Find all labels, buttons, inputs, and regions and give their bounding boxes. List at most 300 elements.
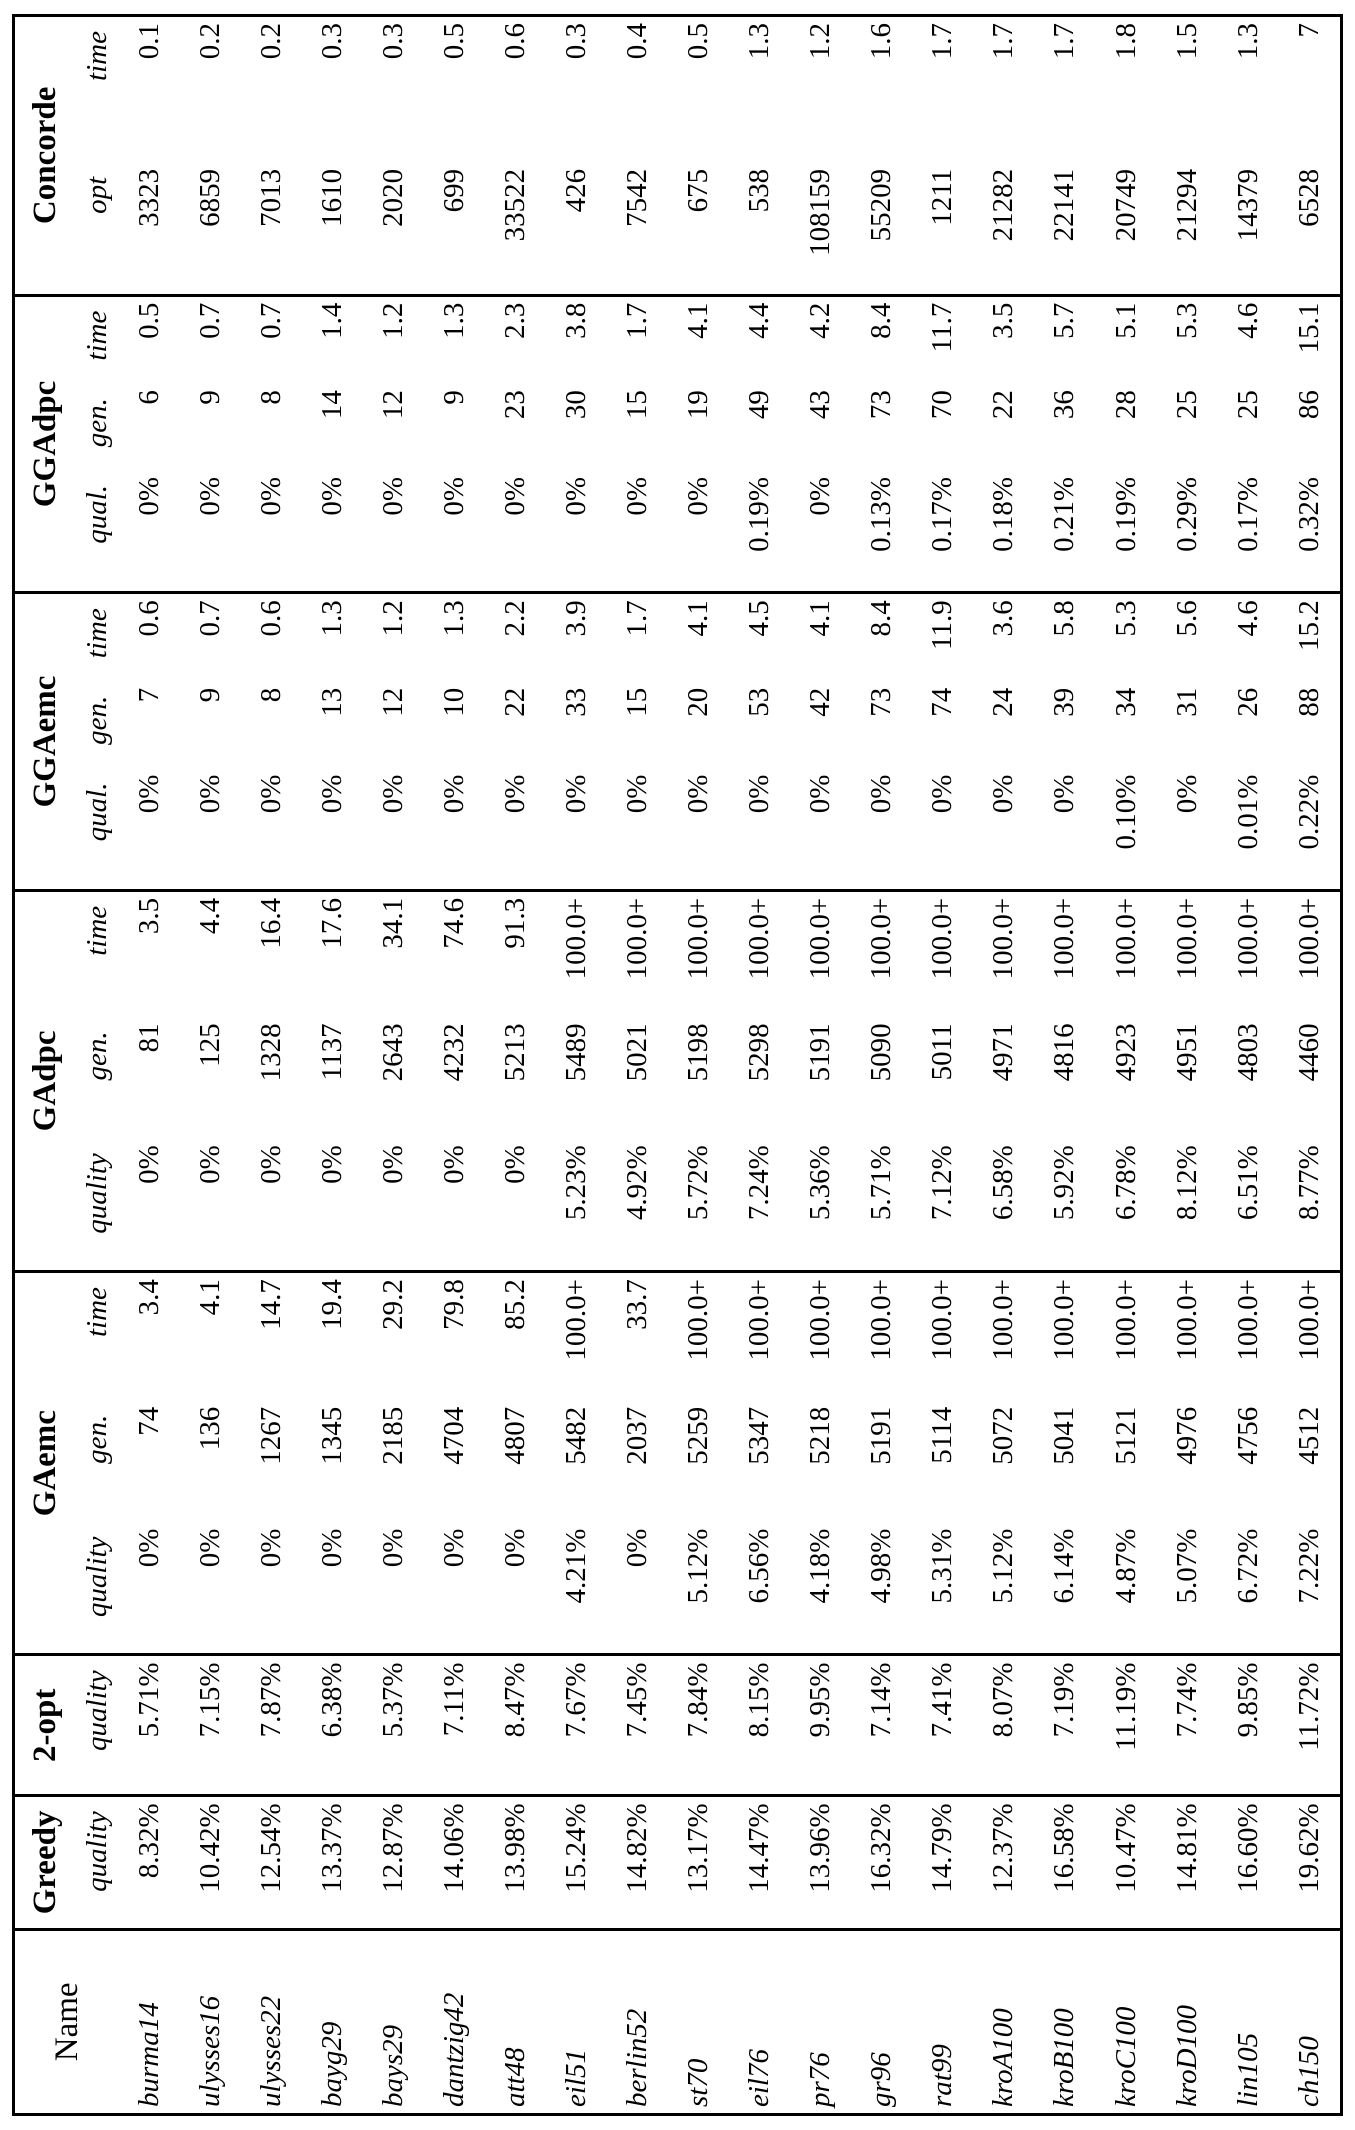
cell-ggaemc-time: 2.2 <box>499 600 532 637</box>
cell-ggaemc-gen: 9 <box>194 687 227 703</box>
cell-gadpc-time: 100.0+ <box>1279 890 1342 1017</box>
cell-gadpc-quality: 5.92% <box>1034 1139 1095 1271</box>
subheader-gadpc-gen: gen. <box>80 1031 113 1081</box>
subheader-ggaemc-time: time <box>80 608 113 659</box>
cell-ggaemc-gen: 53 <box>743 687 776 717</box>
cell-concorde-opt: 7542 <box>607 163 668 295</box>
cell-ggaemc-time: 0.6 <box>255 600 288 637</box>
cell-ggadpc-gen: 70 <box>926 390 959 420</box>
cell-gadpc-quality: 6.78% <box>1096 1139 1157 1271</box>
cell-ggaemc-qual: 0% <box>607 769 668 891</box>
cell-greedy-quality: 14.06% <box>424 1796 485 1929</box>
cell-2opt-quality: 8.07% <box>973 1655 1034 1796</box>
cell-concorde-opt: 22141 <box>1034 163 1095 295</box>
cell-concorde-opt: 2020 <box>363 163 424 295</box>
cell-gadpc-quality: 0% <box>302 1139 363 1271</box>
subheader-row <box>75 16 119 2115</box>
cell-ggaemc-gen: 33 <box>560 687 593 717</box>
cell-2opt-quality: 7.15% <box>180 1655 241 1796</box>
subheader-concorde-time: time <box>75 16 119 163</box>
cell-ggaemc-gen: 42 <box>804 687 837 717</box>
group-header-greedy: Greedy <box>14 1796 76 1929</box>
cell-ggaemc-qual: 0% <box>912 769 973 891</box>
cell-ggaemc-gen: 15 <box>621 687 654 717</box>
cell-gaemc-quality: 5.31% <box>912 1523 973 1655</box>
group-header-gadpc: GAdpc <box>14 890 76 1271</box>
cell-ggaemc-gen: 34 <box>1109 687 1142 717</box>
cell-gadpc-time: 100.0+ <box>1231 897 1264 980</box>
cell-gadpc-time: 74.6 <box>438 897 471 949</box>
cell-gaemc-gen: 2037 <box>621 1406 654 1465</box>
instance-name: ch150 <box>1279 1929 1342 2114</box>
cell-gadpc-time: 16.4 <box>255 897 288 949</box>
cell-gadpc-gen: 5489 <box>560 1023 593 1082</box>
cell-ggadpc-time: 4.1 <box>682 302 715 339</box>
cell-concorde-time: 1.5 <box>1157 16 1218 163</box>
cell-ggadpc-gen: 25 <box>1170 390 1203 420</box>
table-row <box>912 16 973 2115</box>
cell-2opt-quality: 11.72% <box>1279 1655 1342 1796</box>
table-row <box>119 16 180 2115</box>
cell-gaemc-gen: 4976 <box>1170 1406 1203 1465</box>
table-row <box>485 16 546 2115</box>
cell-gadpc-quality: 5.71% <box>851 1139 912 1271</box>
cell-gadpc-time: 100.0+ <box>560 897 593 980</box>
cell-gadpc-time: 100.0+ <box>926 897 959 980</box>
subheader-concorde-opt: opt <box>75 163 119 295</box>
cell-2opt-quality: 7.67% <box>546 1655 607 1796</box>
cell-gaemc-time: 100.0+ <box>1279 1272 1342 1401</box>
instance-name: kroD100 <box>1157 1929 1218 2114</box>
cell-greedy-quality: 16.60% <box>1218 1796 1279 1929</box>
cell-gaemc-gen: 5259 <box>682 1406 715 1465</box>
cell-ggaemc-gen: 88 <box>1279 682 1342 769</box>
subheader-greedy-quality: quality <box>75 1796 119 1929</box>
cell-2opt-quality: 9.85% <box>1218 1655 1279 1796</box>
cell-concorde-opt: 1610 <box>302 163 363 295</box>
cell-ggaemc-gen: 31 <box>1170 687 1203 717</box>
cell-ggaemc-time: 1.7 <box>621 600 654 637</box>
cell-ggadpc-gen: 30 <box>560 390 593 420</box>
cell-ggaemc-time: 3.6 <box>987 600 1020 637</box>
cell-ggaemc-gen: 39 <box>1048 687 1081 717</box>
cell-ggadpc-time: 11.7 <box>926 302 959 353</box>
cell-ggaemc-gen: 12 <box>377 687 410 717</box>
cell-greedy-quality: 14.81% <box>1157 1796 1218 1929</box>
cell-concorde-opt: 55209 <box>851 163 912 295</box>
table-row <box>668 16 729 2115</box>
cell-gadpc-quality: 6.51% <box>1218 1139 1279 1271</box>
cell-gadpc-gen: 4816 <box>1048 1023 1081 1082</box>
subheader-gaemc-gen: gen. <box>80 1414 113 1464</box>
cell-ggadpc-time: 1.3 <box>438 302 471 339</box>
cell-2opt-quality: 5.71% <box>119 1655 180 1796</box>
cell-ggadpc-qual: 0% <box>546 471 607 593</box>
cell-gadpc-gen: 1328 <box>255 1023 288 1082</box>
subheader-ggadpc-gen: gen. <box>80 398 113 448</box>
cell-gadpc-time: 100.0+ <box>804 897 837 980</box>
cell-gaemc-time: 100.0+ <box>743 1279 776 1361</box>
cell-concorde-opt: 426 <box>546 163 607 295</box>
cell-gaemc-time: 100.0+ <box>1231 1279 1264 1361</box>
cell-ggadpc-gen: 14 <box>316 390 349 420</box>
cell-greedy-quality: 12.37% <box>973 1796 1034 1929</box>
cell-gadpc-time: 100.0+ <box>1170 897 1203 980</box>
cell-ggadpc-qual: 0% <box>180 471 241 593</box>
table-row <box>973 16 1034 2115</box>
cell-gaemc-time: 100.0+ <box>560 1279 593 1361</box>
cell-2opt-quality: 7.84% <box>668 1655 729 1796</box>
cell-ggaemc-time: 0.6 <box>133 600 166 637</box>
cell-gadpc-time: 17.6 <box>316 897 349 949</box>
cell-ggadpc-time: 1.7 <box>621 302 654 339</box>
cell-ggaemc-time: 3.9 <box>560 600 593 637</box>
cell-greedy-quality: 8.32% <box>119 1796 180 1929</box>
cell-ggaemc-time: 15.2 <box>1279 593 1342 682</box>
cell-gaemc-time: 4.1 <box>194 1279 227 1316</box>
subheader-ggaemc-gen: gen. <box>80 695 113 745</box>
cell-gadpc-quality: 0% <box>485 1139 546 1271</box>
cell-ggadpc-time: 3.8 <box>560 302 593 339</box>
subheader-gadpc-quality: quality <box>75 1139 119 1271</box>
cell-concorde-time: 0.2 <box>180 16 241 163</box>
cell-greedy-quality: 10.47% <box>1096 1796 1157 1929</box>
cell-gaemc-gen: 136 <box>194 1406 227 1451</box>
cell-gadpc-time: 100.0+ <box>621 897 654 980</box>
cell-concorde-time: 1.3 <box>729 16 790 163</box>
cell-ggadpc-qual: 0% <box>119 471 180 593</box>
cell-ggadpc-time: 1.2 <box>377 302 410 339</box>
cell-gaemc-time: 85.2 <box>499 1279 532 1330</box>
cell-gadpc-quality: 5.36% <box>790 1139 851 1271</box>
cell-ggaemc-gen: 22 <box>499 687 532 717</box>
cell-ggadpc-qual: 0.18% <box>973 471 1034 593</box>
table-body <box>119 16 1342 2115</box>
cell-ggadpc-gen: 8 <box>255 390 288 405</box>
cell-greedy-quality: 16.32% <box>851 1796 912 1929</box>
cell-ggadpc-qual: 0% <box>790 471 851 593</box>
cell-concorde-time: 0.3 <box>546 16 607 163</box>
cell-greedy-quality: 13.96% <box>790 1796 851 1929</box>
cell-concorde-opt: 20749 <box>1096 163 1157 295</box>
cell-gaemc-quality: 4.18% <box>790 1523 851 1655</box>
group-header-ggaemc: GGAemc <box>14 593 76 891</box>
instance-name: bayg29 <box>302 1929 363 2114</box>
cell-gadpc-time: 100.0+ <box>1048 897 1081 980</box>
cell-gadpc-quality: 0% <box>119 1139 180 1271</box>
cell-greedy-quality: 12.54% <box>241 1796 302 1929</box>
cell-ggadpc-gen: 43 <box>804 390 837 420</box>
cell-gadpc-time: 3.5 <box>133 897 166 935</box>
cell-gadpc-quality: 0% <box>363 1139 424 1271</box>
cell-gaemc-quality: 0% <box>180 1523 241 1655</box>
cell-gaemc-gen: 4807 <box>499 1406 532 1465</box>
cell-ggaemc-qual: 0% <box>1034 769 1095 891</box>
cell-ggadpc-gen: 12 <box>377 390 410 420</box>
cell-concorde-opt: 7013 <box>241 163 302 295</box>
cell-2opt-quality: 9.95% <box>790 1655 851 1796</box>
instance-name: kroA100 <box>973 1929 1034 2114</box>
cell-ggadpc-gen: 15 <box>621 390 654 420</box>
subheader-gadpc-time: time <box>80 905 113 956</box>
cell-gaemc-quality: 5.07% <box>1157 1523 1218 1655</box>
cell-gadpc-gen: 81 <box>133 1023 166 1053</box>
cell-gaemc-quality: 0% <box>424 1523 485 1655</box>
cell-ggaemc-time: 4.1 <box>682 600 715 637</box>
cell-ggadpc-qual: 0% <box>241 471 302 593</box>
group-header-ggadpc: GGAdpc <box>14 295 76 593</box>
cell-gadpc-gen: 4803 <box>1231 1023 1264 1082</box>
table-row <box>1096 16 1157 2115</box>
cell-gaemc-gen: 4756 <box>1231 1406 1264 1465</box>
cell-greedy-quality: 16.58% <box>1034 1796 1095 1929</box>
instance-name: lin105 <box>1218 1929 1279 2114</box>
subheader-ggaemc-qual: qual. <box>75 769 119 891</box>
cell-ggadpc-time: 8.4 <box>865 302 898 339</box>
cell-gadpc-gen: 125 <box>194 1023 227 1067</box>
cell-gaemc-quality: 4.21% <box>546 1523 607 1655</box>
instance-name: att48 <box>485 1929 546 2114</box>
instance-name: kroB100 <box>1034 1929 1095 2114</box>
cell-gadpc-time: 100.0+ <box>743 897 776 980</box>
cell-concorde-time: 0.2 <box>241 16 302 163</box>
cell-ggadpc-qual: 0.19% <box>729 471 790 593</box>
cell-gaemc-time: 19.4 <box>316 1279 349 1330</box>
cell-gaemc-gen: 4704 <box>438 1406 471 1465</box>
cell-concorde-time: 0.1 <box>119 16 180 163</box>
cell-2opt-quality: 7.41% <box>912 1655 973 1796</box>
results-table <box>12 14 1343 2116</box>
cell-gadpc-quality: 0% <box>180 1139 241 1271</box>
cell-ggaemc-qual: 0% <box>485 769 546 891</box>
cell-gadpc-gen: 5011 <box>926 1023 959 1081</box>
cell-ggaemc-time: 5.6 <box>1170 600 1203 637</box>
subheader-2opt-quality: quality <box>75 1655 119 1796</box>
cell-ggaemc-time: 5.3 <box>1109 600 1142 637</box>
cell-gaemc-gen: 5218 <box>804 1406 837 1465</box>
cell-gadpc-time: 100.0+ <box>865 897 898 980</box>
cell-ggadpc-gen: 6 <box>133 390 166 405</box>
cell-gadpc-gen: 2643 <box>377 1023 410 1082</box>
cell-gadpc-time: 100.0+ <box>682 897 715 980</box>
table-row <box>607 16 668 2115</box>
cell-ggadpc-time: 5.3 <box>1170 302 1203 339</box>
cell-gadpc-time: 100.0+ <box>987 897 1020 980</box>
cell-gaemc-time: 100.0+ <box>987 1279 1020 1361</box>
cell-gaemc-gen: 5482 <box>560 1406 593 1465</box>
cell-ggadpc-gen: 28 <box>1109 390 1142 420</box>
cell-ggadpc-time: 0.5 <box>133 302 166 339</box>
cell-ggadpc-gen: 22 <box>987 390 1020 420</box>
cell-ggadpc-qual: 0% <box>363 471 424 593</box>
cell-concorde-opt: 33522 <box>485 163 546 295</box>
cell-gadpc-time: 4.4 <box>194 897 227 935</box>
instance-name: eil76 <box>729 1929 790 2114</box>
cell-gadpc-quality: 5.23% <box>546 1139 607 1271</box>
cell-ggadpc-qual: 0% <box>302 471 363 593</box>
cell-concorde-time: 1.7 <box>1034 16 1095 163</box>
cell-greedy-quality: 19.62% <box>1279 1796 1342 1929</box>
cell-ggaemc-time: 4.6 <box>1231 600 1264 637</box>
cell-ggadpc-qual: 0.21% <box>1034 471 1095 593</box>
cell-gadpc-quality: 4.92% <box>607 1139 668 1271</box>
cell-ggaemc-gen: 8 <box>255 687 288 703</box>
cell-gaemc-gen: 5114 <box>926 1406 959 1464</box>
cell-ggadpc-gen: 23 <box>499 390 532 420</box>
cell-gaemc-gen: 5121 <box>1109 1406 1142 1465</box>
cell-ggaemc-qual: 0% <box>119 769 180 891</box>
cell-ggadpc-time: 4.6 <box>1231 302 1264 339</box>
cell-ggaemc-time: 4.5 <box>743 600 776 637</box>
cell-gadpc-quality: 0% <box>241 1139 302 1271</box>
cell-ggadpc-qual: 0.32% <box>1279 471 1342 593</box>
cell-gadpc-quality: 6.58% <box>973 1139 1034 1271</box>
cell-ggaemc-qual: 0.01% <box>1218 769 1279 891</box>
cell-gaemc-time: 100.0+ <box>682 1279 715 1361</box>
cell-gaemc-time: 3.4 <box>133 1279 166 1316</box>
cell-concorde-time: 0.6 <box>485 16 546 163</box>
cell-gadpc-time: 91.3 <box>499 897 532 949</box>
cell-ggaemc-gen: 7 <box>133 687 166 703</box>
cell-ggaemc-qual: 0% <box>302 769 363 891</box>
cell-gaemc-quality: 0% <box>302 1523 363 1655</box>
cell-ggaemc-gen: 13 <box>316 687 349 717</box>
cell-gadpc-gen: 4232 <box>438 1023 471 1082</box>
cell-greedy-quality: 14.79% <box>912 1796 973 1929</box>
cell-ggaemc-time: 4.1 <box>804 600 837 637</box>
subheader-ggadpc-time: time <box>80 310 113 361</box>
cell-gadpc-quality: 7.24% <box>729 1139 790 1271</box>
group-header-gaemc: GAemc <box>14 1272 76 1655</box>
cell-gaemc-quality: 6.56% <box>729 1523 790 1655</box>
cell-gadpc-gen: 1137 <box>316 1023 349 1081</box>
instance-name: bays29 <box>363 1929 424 2114</box>
cell-gaemc-quality: 5.12% <box>973 1523 1034 1655</box>
cell-ggaemc-qual: 0% <box>546 769 607 891</box>
instance-name: kroC100 <box>1096 1929 1157 2114</box>
cell-concorde-opt: 675 <box>668 163 729 295</box>
instance-name: st70 <box>668 1929 729 2114</box>
cell-greedy-quality: 10.42% <box>180 1796 241 1929</box>
cell-greedy-quality: 13.17% <box>668 1796 729 1929</box>
cell-gaemc-gen: 5072 <box>987 1406 1020 1465</box>
cell-concorde-time: 1.2 <box>790 16 851 163</box>
cell-2opt-quality: 7.14% <box>851 1655 912 1796</box>
cell-gaemc-quality: 6.14% <box>1034 1523 1095 1655</box>
cell-gadpc-quality: 8.77% <box>1279 1139 1342 1271</box>
cell-ggaemc-qual: 0.10% <box>1096 769 1157 891</box>
cell-gadpc-time: 100.0+ <box>1109 897 1142 980</box>
cell-ggaemc-qual: 0% <box>1157 769 1218 891</box>
instance-name: rat99 <box>912 1929 973 2114</box>
cell-ggaemc-gen: 20 <box>682 687 715 717</box>
table-row <box>302 16 363 2115</box>
subheader-ggadpc-qual: qual. <box>75 471 119 593</box>
cell-concorde-opt: 1211 <box>912 163 973 295</box>
cell-concorde-opt: 699 <box>424 163 485 295</box>
instance-name: ulysses22 <box>241 1929 302 2114</box>
group-header-2opt: 2-opt <box>14 1655 76 1796</box>
cell-gaemc-time: 100.0+ <box>804 1279 837 1361</box>
cell-concorde-opt: 14379 <box>1218 163 1279 295</box>
cell-concorde-time: 0.3 <box>363 16 424 163</box>
cell-gadpc-gen: 4923 <box>1109 1023 1142 1082</box>
cell-gadpc-gen: 5021 <box>621 1023 654 1082</box>
cell-concorde-opt: 108159 <box>790 163 851 295</box>
cell-2opt-quality: 5.37% <box>363 1655 424 1796</box>
table-row <box>546 16 607 2115</box>
cell-ggaemc-qual: 0% <box>851 769 912 891</box>
cell-2opt-quality: 7.11% <box>424 1655 485 1796</box>
cell-ggaemc-gen: 74 <box>926 687 959 717</box>
cell-gadpc-gen: 4460 <box>1279 1017 1342 1139</box>
cell-gadpc-quality: 7.12% <box>912 1139 973 1271</box>
cell-ggaemc-time: 1.2 <box>377 600 410 637</box>
cell-ggaemc-gen: 26 <box>1231 687 1264 717</box>
cell-gaemc-quality: 0% <box>363 1523 424 1655</box>
cell-ggadpc-gen: 49 <box>743 390 776 420</box>
cell-ggadpc-gen: 9 <box>438 390 471 405</box>
cell-concorde-opt: 21294 <box>1157 163 1218 295</box>
cell-gaemc-quality: 0% <box>485 1523 546 1655</box>
cell-gaemc-time: 33.7 <box>621 1279 654 1330</box>
cell-concorde-time: 0.5 <box>668 16 729 163</box>
cell-concorde-time: 0.3 <box>302 16 363 163</box>
table-row <box>424 16 485 2115</box>
instance-name: berlin52 <box>607 1929 668 2114</box>
cell-2opt-quality: 8.47% <box>485 1655 546 1796</box>
cell-2opt-quality: 7.45% <box>607 1655 668 1796</box>
table-row <box>180 16 241 2115</box>
instance-name: ulysses16 <box>180 1929 241 2114</box>
cell-concorde-time: 1.6 <box>851 16 912 163</box>
cell-concorde-time: 1.8 <box>1096 16 1157 163</box>
cell-ggadpc-gen: 25 <box>1231 390 1264 420</box>
cell-ggaemc-gen: 10 <box>438 687 471 717</box>
cell-ggadpc-time: 4.4 <box>743 302 776 339</box>
cell-concorde-opt: 538 <box>729 163 790 295</box>
cell-gaemc-gen: 5041 <box>1048 1406 1081 1465</box>
cell-ggadpc-qual: 0.17% <box>1218 471 1279 593</box>
cell-gaemc-time: 100.0+ <box>865 1279 898 1361</box>
cell-gaemc-quality: 5.12% <box>668 1523 729 1655</box>
cell-ggadpc-time: 4.2 <box>804 302 837 339</box>
cell-concorde-time: 1.7 <box>912 16 973 163</box>
cell-concorde-time: 1.7 <box>973 16 1034 163</box>
group-header-concorde: Concorde <box>14 16 76 296</box>
instance-name: burma14 <box>119 1929 180 2114</box>
cell-ggaemc-qual: 0% <box>790 769 851 891</box>
cell-ggaemc-time: 1.3 <box>438 600 471 637</box>
table-row <box>790 16 851 2115</box>
cell-concorde-opt: 21282 <box>973 163 1034 295</box>
cell-ggadpc-qual: 0% <box>424 471 485 593</box>
cell-gaemc-gen: 5191 <box>865 1406 898 1465</box>
cell-ggaemc-qual: 0% <box>363 769 424 891</box>
instance-name: gr96 <box>851 1929 912 2114</box>
table-row <box>729 16 790 2115</box>
cell-ggadpc-gen: 73 <box>865 390 898 420</box>
cell-ggadpc-qual: 0% <box>607 471 668 593</box>
cell-gaemc-quality: 4.98% <box>851 1523 912 1655</box>
cell-concorde-opt: 3323 <box>119 163 180 295</box>
subheader-gaemc-quality: quality <box>75 1523 119 1655</box>
cell-gaemc-gen: 2185 <box>377 1406 410 1465</box>
table-row <box>851 16 912 2115</box>
name-header: Name <box>14 1929 120 2114</box>
cell-gaemc-time: 100.0+ <box>1109 1279 1142 1361</box>
cell-ggadpc-time: 5.7 <box>1048 302 1081 339</box>
